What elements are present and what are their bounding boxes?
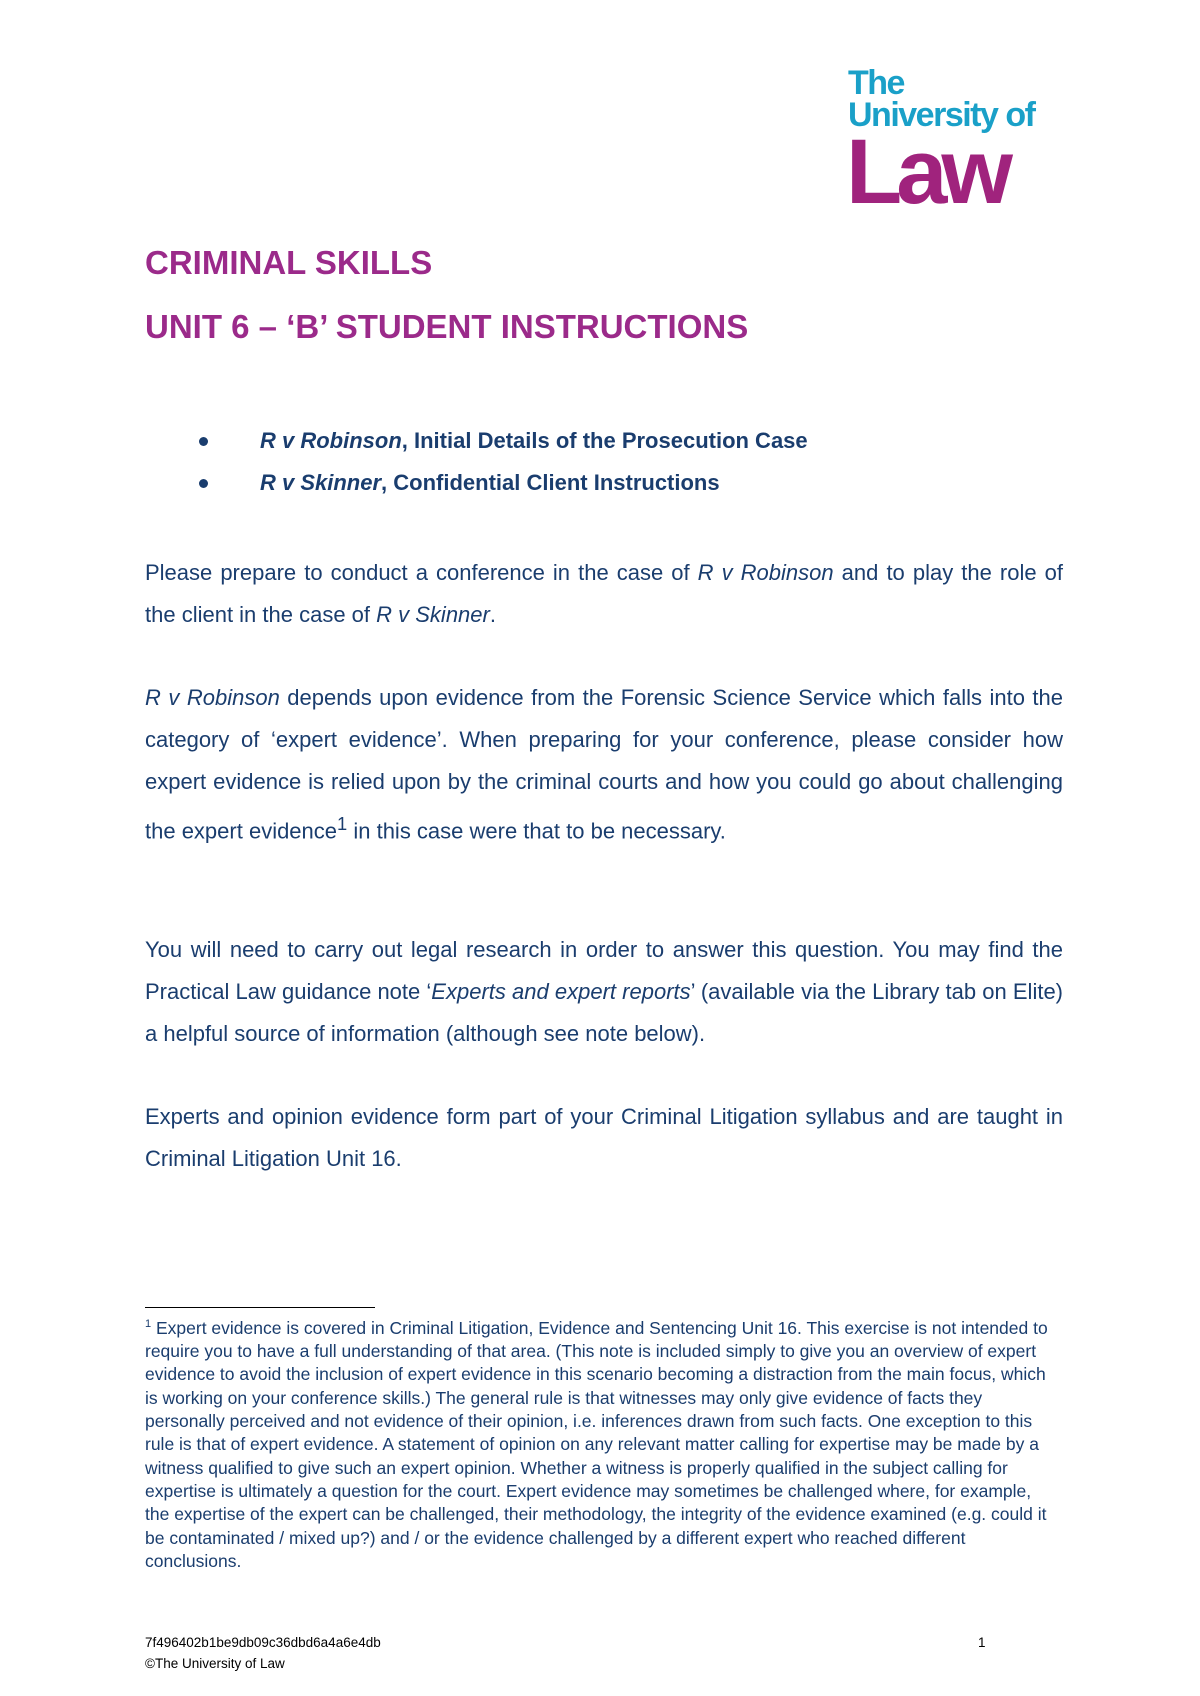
- bullet-icon: [199, 479, 208, 488]
- text-run: You will need to carry out legal research in order to answer this question. You may find the Practical Law guidance note ‘: [145, 937, 1063, 1004]
- list-item: [145, 428, 808, 470]
- guidance-note-title: Experts and expert reports: [431, 979, 691, 1004]
- case-name: R v Skinner: [260, 470, 382, 495]
- text-run: Please prepare to conduct a conference in the case of: [145, 560, 698, 585]
- case-name: R v Robinson: [145, 685, 280, 710]
- text-run: depends upon evidence from the Forensic Science Service which falls into the category of ‘expert evidence’. When preparing for your conference, please consider how expert evidence is relied upon by the criminal courts and how you could go about challenging the expert evidence: [145, 685, 1063, 844]
- list-item: [145, 470, 808, 512]
- footnote-reference[interactable]: 1: [337, 813, 348, 834]
- footnote-text: Expert evidence is covered in Criminal Litigation, Evidence and Sentencing Unit 16. This exercise is not intended to require you to have a full understanding of that area. (This note is included simply to give you an overview of expert evidence to avoid the inclusion of expert evidence in this scenario becoming a distraction from the main focus, which is working on your conference skills.) The general rule is that witnesses may only give evidence of facts they personally perceived and not evidence of their opinion, i.e. inferences drawn from such facts. One exception to this rule is that of expert evidence. A statement of opinion on any relevant matter calling for expertise may be made by a witness qualified to give such an expert opinion. Whether a witness is properly qualified in the subject calling for expertise is ultimately a question for the court. Expert evidence may sometimes be challenged where, for example, the expertise of the expert can be challenged, their methodology, the integrity of the evidence examined (e.g. could it be contaminated / mixed up?) and / or the evidence challenged by a different expert who reached different conclusions.: [145, 1317, 1048, 1571]
- text-run: .: [489, 602, 496, 627]
- document-title: CRIMINAL SKILLS: [145, 244, 433, 281]
- text-run: in this case were that to be necessary.: [347, 818, 726, 844]
- case-name: R v Robinson: [260, 428, 402, 453]
- footnote-separator: [145, 1307, 375, 1308]
- case-list: [145, 428, 808, 512]
- paragraph-research: [145, 929, 1063, 1055]
- footnote-marker: 1: [145, 1318, 152, 1330]
- logo-line-the: The: [848, 64, 904, 102]
- case-description: , Initial Details of the Prosecution Case: [401, 428, 808, 453]
- case-name: R v Robinson: [697, 560, 834, 585]
- document-subtitle: UNIT 6 – ‘B’ STUDENT INSTRUCTIONS: [145, 308, 749, 345]
- document-reference: 7f496402b1be9db09c36dbd6a4a6e4db: [145, 1635, 381, 1650]
- logo-line-university-of: University of: [848, 96, 1035, 134]
- university-logo: [846, 64, 1038, 223]
- bullet-icon: [199, 437, 208, 446]
- paragraph-syllabus: Experts and opinion evidence form part of your Criminal Litigation syllabus and are taught in Criminal Litigation Unit 16.: [145, 1104, 1063, 1171]
- copyright: ©The University of Law: [145, 1656, 285, 1671]
- footnote: [145, 1313, 1060, 1573]
- text-run: ’ (available via the Library tab on Elite) a helpful source of information (although see note below).: [145, 979, 1064, 1046]
- page-number: 1: [978, 1635, 986, 1650]
- paragraph-instructions: [145, 552, 1063, 636]
- text-run: and to play the role of the client in the case of: [145, 560, 1063, 627]
- case-description: , Confidential Client Instructions: [381, 470, 720, 495]
- paragraph-expert-evidence: [145, 677, 1063, 852]
- logo-line-law: Law: [846, 121, 1007, 223]
- case-name: R v Skinner: [376, 602, 490, 627]
